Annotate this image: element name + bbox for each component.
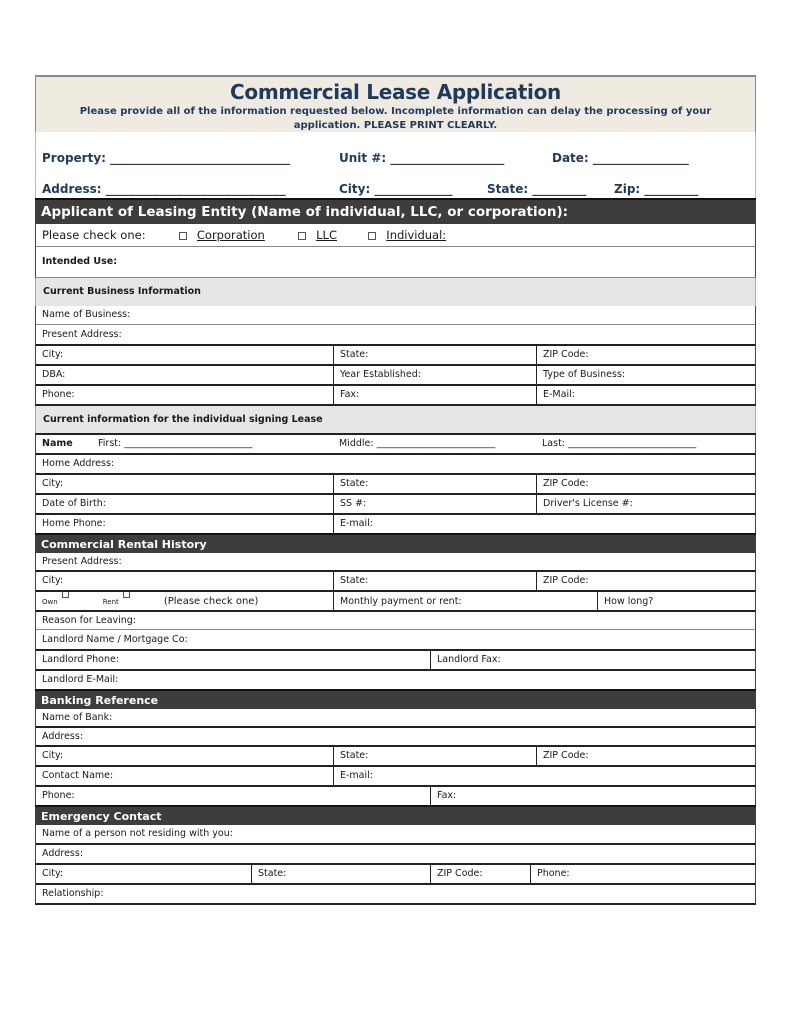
- reason-row[interactable]: [35, 612, 756, 630]
- bank-email-field[interactable]: E-mail:: [333, 767, 755, 785]
- business-name-row[interactable]: [35, 306, 756, 325]
- emergency-state-field[interactable]: State:: [251, 865, 430, 883]
- business-fax-field[interactable]: Fax:: [333, 386, 536, 404]
- how-long-field[interactable]: How long?: [597, 592, 755, 610]
- business-city-field[interactable]: City:: [42, 349, 64, 360]
- check-note: (Please check one): [163, 596, 259, 607]
- property-field[interactable]: Property: ______________________________: [42, 151, 291, 165]
- landlord-email-row[interactable]: [35, 671, 756, 689]
- dob-field[interactable]: Date of Birth:: [42, 498, 106, 509]
- own-label: Own: [42, 598, 58, 606]
- drivers-license-field[interactable]: Driver's License #:: [536, 495, 755, 513]
- bank-city-row: [35, 747, 756, 767]
- bank-phone-row: [35, 787, 756, 805]
- business-zip-field[interactable]: ZIP Code:: [536, 346, 755, 364]
- lease-application-form: [35, 75, 756, 905]
- business-dba-field[interactable]: DBA:: [42, 369, 66, 380]
- applicant-section-heading: Applicant of Leasing Entity (Name of individual, LLC, or corporation):: [35, 198, 756, 224]
- landlord-name-label: Landlord Name / Mortgage Co:: [42, 634, 188, 645]
- rental-state-field[interactable]: State:: [333, 572, 536, 590]
- bank-address-label: Address:: [42, 731, 84, 742]
- state-field[interactable]: State: _________: [487, 182, 587, 196]
- rental-city-field[interactable]: City:: [42, 575, 64, 586]
- zip-field[interactable]: Zip: _________: [614, 182, 699, 196]
- monthly-payment-field[interactable]: Monthly payment or rent:: [333, 592, 597, 610]
- business-section-heading: Current Business Information: [35, 278, 756, 306]
- banking-section-heading: Banking Reference: [35, 689, 756, 709]
- individual-dob-row: [35, 495, 756, 515]
- individual-city-field[interactable]: City:: [42, 478, 64, 489]
- reason-label: Reason for Leaving:: [42, 615, 137, 626]
- check-prompt: Please check one:: [42, 228, 146, 242]
- emergency-name-label: Name of a person not residing with you:: [42, 828, 233, 839]
- rental-section-heading: Commercial Rental History: [35, 533, 756, 553]
- relationship-label: Relationship:: [42, 888, 104, 899]
- rental-city-row: [35, 572, 756, 592]
- individual-checkbox[interactable]: [368, 232, 376, 240]
- home-address-label: Home Address:: [42, 458, 115, 469]
- landlord-fax-field[interactable]: Landlord Fax:: [430, 651, 755, 669]
- business-type-field[interactable]: Type of Business:: [536, 366, 755, 384]
- property-info-section: [35, 132, 756, 198]
- name-label: Name: [42, 438, 73, 449]
- last-name-field[interactable]: Last: ___________________________: [542, 438, 697, 449]
- landlord-name-row[interactable]: [35, 630, 756, 651]
- emergency-address-row[interactable]: [35, 845, 756, 865]
- intended-use-row[interactable]: [35, 247, 756, 278]
- business-dba-row: [35, 366, 756, 386]
- business-city-row: [35, 346, 756, 366]
- business-year-field[interactable]: Year Established:: [333, 366, 536, 384]
- bank-state-field[interactable]: State:: [333, 747, 536, 765]
- individual-label: Individual:: [386, 228, 447, 242]
- llc-label: LLC: [316, 228, 337, 242]
- landlord-phone-field[interactable]: Landlord Phone:: [42, 654, 120, 665]
- ssn-field[interactable]: SS #:: [333, 495, 536, 513]
- home-phone-field[interactable]: Home Phone:: [42, 518, 106, 529]
- first-name-field[interactable]: First: ___________________________: [98, 438, 253, 449]
- form-instructions: Please provide all of the information requested below. Incomplete information can delay the processing of your application. PLEASE PRINT CLEARLY.: [79, 106, 712, 131]
- individual-state-field[interactable]: State:: [333, 475, 536, 493]
- rental-address-row[interactable]: [35, 553, 756, 572]
- business-phone-field[interactable]: Phone:: [42, 389, 75, 400]
- home-address-row[interactable]: [35, 455, 756, 475]
- city-field[interactable]: City: _____________: [339, 182, 453, 196]
- business-name-label: Name of Business:: [42, 309, 131, 320]
- bank-fax-field[interactable]: Fax:: [430, 787, 755, 805]
- own-rent-row: [35, 592, 756, 612]
- relationship-row[interactable]: [35, 885, 756, 905]
- llc-checkbox[interactable]: [298, 232, 306, 240]
- business-address-row[interactable]: [35, 325, 756, 346]
- emergency-city-field[interactable]: City:: [42, 868, 64, 879]
- corporation-checkbox[interactable]: [179, 232, 187, 240]
- bank-name-row[interactable]: [35, 709, 756, 728]
- bank-city-field[interactable]: City:: [42, 750, 64, 761]
- emergency-section-heading: Emergency Contact: [35, 805, 756, 825]
- individual-name-row: [35, 433, 756, 455]
- emergency-city-row: [35, 865, 756, 885]
- rent-checkbox[interactable]: [123, 592, 130, 598]
- individual-zip-field[interactable]: ZIP Code:: [536, 475, 755, 493]
- business-state-field[interactable]: State:: [333, 346, 536, 364]
- form-header: [35, 75, 756, 132]
- corporation-label: Corporation: [196, 228, 265, 242]
- rent-label: Rent: [102, 598, 119, 606]
- own-checkbox[interactable]: [62, 592, 69, 598]
- emergency-zip-field[interactable]: ZIP Code:: [430, 865, 530, 883]
- bank-zip-field[interactable]: ZIP Code:: [536, 747, 755, 765]
- bank-contact-field[interactable]: Contact Name:: [42, 770, 114, 781]
- unit-field[interactable]: Unit #: ___________________: [339, 151, 505, 165]
- bank-contact-row: [35, 767, 756, 787]
- date-field[interactable]: Date: ________________: [552, 151, 689, 165]
- bank-name-label: Name of Bank:: [42, 712, 113, 723]
- middle-name-field[interactable]: Middle: _________________________: [339, 438, 496, 449]
- rental-address-label: Present Address:: [42, 556, 122, 567]
- bank-address-row[interactable]: [35, 728, 756, 747]
- business-phone-row: [35, 386, 756, 406]
- individual-city-row: [35, 475, 756, 495]
- entity-type-row: [35, 224, 756, 247]
- individual-phone-row: [35, 515, 756, 533]
- address-field[interactable]: Address: ______________________________: [42, 182, 286, 196]
- intended-use-label: Intended Use:: [42, 256, 118, 267]
- emergency-address-label: Address:: [42, 848, 84, 859]
- landlord-phone-row: [35, 651, 756, 671]
- business-email-field[interactable]: E-Mail:: [536, 386, 755, 404]
- landlord-email-label: Landlord E-Mail:: [42, 674, 119, 685]
- form-title: Commercial Lease Application: [230, 80, 561, 104]
- emergency-phone-field[interactable]: Phone:: [530, 865, 755, 883]
- business-address-label: Present Address:: [42, 329, 122, 340]
- individual-section-heading: Current information for the individual signing Lease: [35, 406, 756, 433]
- bank-phone-field[interactable]: Phone:: [42, 790, 75, 801]
- rental-zip-field[interactable]: ZIP Code:: [536, 572, 755, 590]
- emergency-name-row[interactable]: [35, 825, 756, 845]
- individual-email-field[interactable]: E-mail:: [333, 515, 755, 533]
